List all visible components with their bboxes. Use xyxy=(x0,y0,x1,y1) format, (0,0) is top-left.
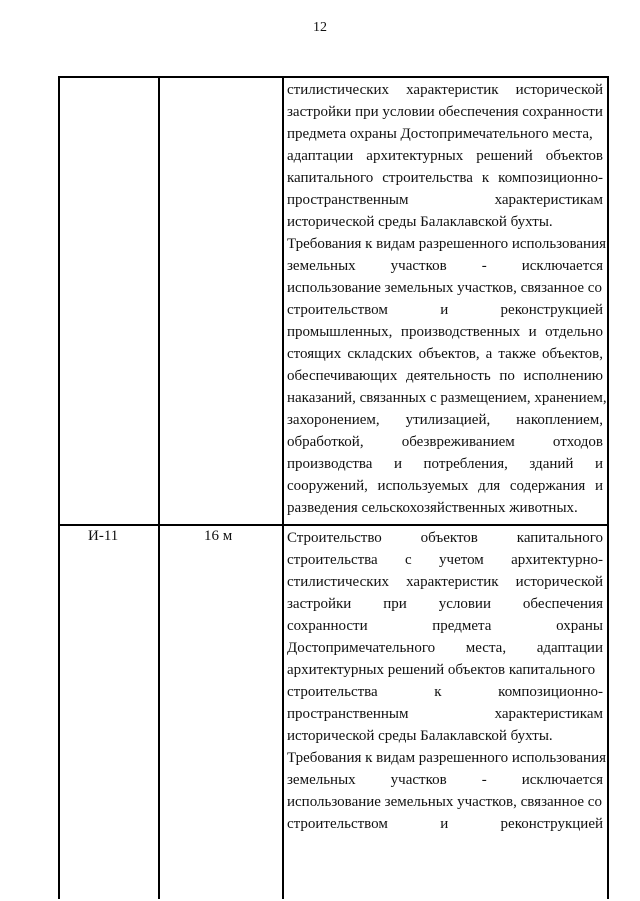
text-line: обеспечивающих деятельность по исполнению xyxy=(287,368,603,384)
text-line: Требования к видам разрешенного использования xyxy=(287,750,607,766)
text-line: сохранности предмета охраны xyxy=(287,618,603,634)
text-line: адаптации архитектурных решений объектов xyxy=(287,148,603,164)
table-border-left xyxy=(58,76,60,899)
max-height: 16 м xyxy=(204,528,233,544)
text-line: Требования к видам разрешенного использования xyxy=(287,236,607,252)
text-line: стилистических характеристик исторической xyxy=(287,574,603,590)
text-line: предмета охраны Достопримечательного места, xyxy=(287,126,593,142)
text-line: использование земельных участков, связанное со xyxy=(287,794,602,810)
text-line: архитектурных решений объектов капитального xyxy=(287,662,596,678)
row-i11-requirements xyxy=(287,527,607,835)
text-line: строительством и реконструкцией xyxy=(287,816,603,832)
text-line: исторической среды Балаклавской бухты. xyxy=(287,214,553,230)
text-line: строительством и реконструкцией xyxy=(287,302,603,318)
text-line: разведения сельскохозяйственных животных. xyxy=(287,500,578,516)
text-line: наказаний, связанных с размещением, хранением, xyxy=(287,390,607,406)
text-line: стилистических характеристик исторической xyxy=(287,82,603,98)
text-line: строительства к композиционно- xyxy=(287,684,603,700)
text-line: обработкой, обезвреживанием отходов xyxy=(287,434,603,450)
table-border-col1 xyxy=(158,76,160,899)
zone-code: И-11 xyxy=(88,528,119,544)
text-line: застройки при условии обеспечения xyxy=(287,596,603,612)
text-line: пространственным характеристикам xyxy=(287,706,603,722)
page-number: 12 xyxy=(313,20,327,35)
text-line: Строительство объектов капитального xyxy=(287,530,603,546)
row-separator xyxy=(58,524,609,526)
text-line: капитального строительства к композиционно- xyxy=(287,170,603,186)
text-line: строительства с учетом архитектурно- xyxy=(287,552,603,568)
text-line: промышленных, производственных и отдельно xyxy=(287,324,603,340)
table-border-col2 xyxy=(282,76,284,899)
text-line: исторической среды Балаклавской бухты. xyxy=(287,728,553,744)
text-line: пространственным характеристикам xyxy=(287,192,603,208)
text-line: стоящих складских объектов, а также объектов, xyxy=(287,346,603,362)
table-border-top xyxy=(58,76,609,78)
text-line: земельных участков - исключается xyxy=(287,772,603,788)
zoning-table xyxy=(58,76,609,901)
text-line: использование земельных участков, связанное со xyxy=(287,280,602,296)
text-line: захоронением, утилизацией, накоплением, xyxy=(287,412,603,428)
text-line: сооружений, используемых для содержания и xyxy=(287,478,603,494)
text-line: земельных участков - исключается xyxy=(287,258,603,274)
text-line: Достопримечательного места, адаптации xyxy=(287,640,603,656)
text-line: застройки при условии обеспечения сохранности xyxy=(287,104,603,120)
table-border-right xyxy=(607,76,609,899)
text-line: производства и потребления, зданий и xyxy=(287,456,603,472)
row-prev-requirements xyxy=(287,79,607,519)
